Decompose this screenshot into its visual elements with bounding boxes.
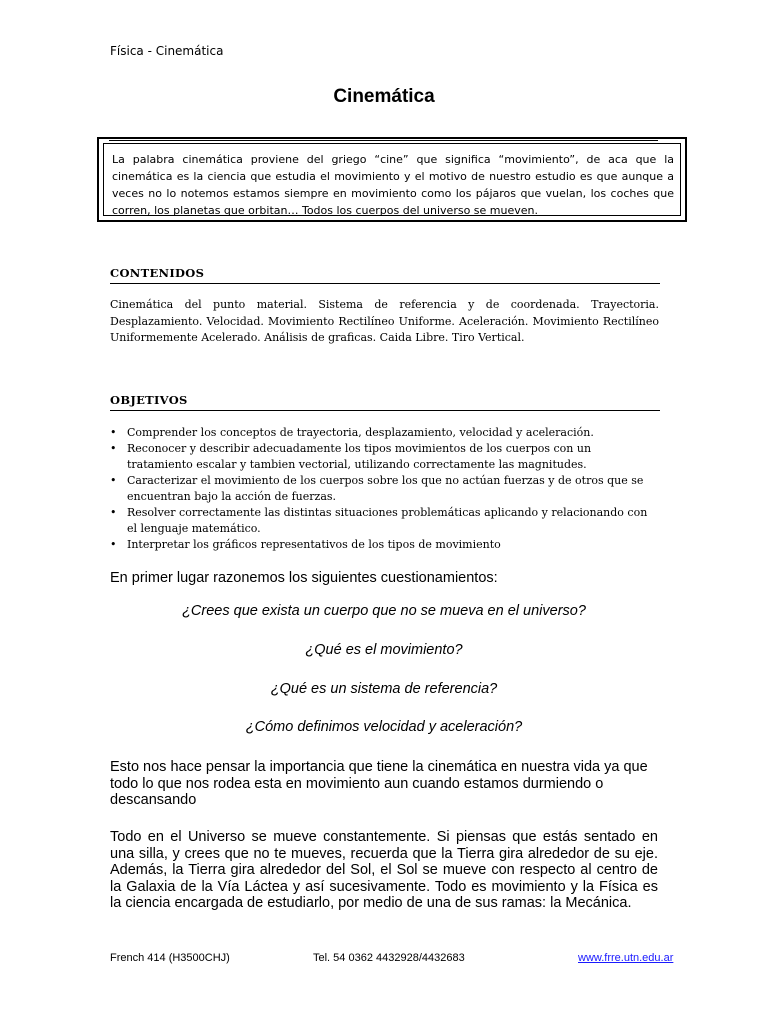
objetivo-item: • Reconocer y describir adecuadamente los tipos movimientos de los cuerpos con un tratamiento escalar y tambien vectorial, utilizando correctamente las magnitudes. xyxy=(110,441,660,473)
contenidos-text: Cinemática del punto material. Sistema de referencia y de coordenada. Trayectoria. Desplazamiento. Velocidad. Movimiento Rectilíneo Uniforme. Aceleración. Movimiento Rectilíneo Uniformemente Acelerado. Análisis de graficas. Caida Libre. Tiro Vertical. xyxy=(110,298,659,344)
objetivo-item: • Comprender los conceptos de trayectoria, desplazamiento, velocidad y aceleración. xyxy=(110,425,660,441)
intro-box-inner xyxy=(103,143,681,216)
intro-box xyxy=(97,137,687,222)
paragraph-universe: Todo en el Universo se mueve constantemente. Si piensas que estás sentado en una silla, y crees que no te mueves, recuerda que la Tierra gira alrededor de su eje. Además, la Tierra gira alrededor del Sol, el Sol se mueve con respecto al centro de la Galaxia de la Vía Láctea y así sucesivamente. Todo es movimiento y la Física es la ciencia encargada de estudiarlo, por medio de una de sus ramas: la Mecánica. xyxy=(110,829,658,911)
question-2: ¿Qué es el movimiento? xyxy=(305,642,463,658)
objetivos-list xyxy=(110,425,660,553)
running-header: Física - Cinemática xyxy=(110,44,224,58)
footer-address: French 414 (H3500CHJ) xyxy=(110,952,230,964)
question-4: ¿Cómo definimos velocidad y aceleración? xyxy=(245,719,523,735)
contenidos-heading: CONTENIDOS xyxy=(110,266,660,284)
question-3: ¿Qué es un sistema de referencia? xyxy=(270,681,498,697)
intro-box-top-rule xyxy=(109,140,658,141)
footer-website-link[interactable]: www.frre.utn.edu.ar xyxy=(578,952,674,964)
lead-in-text: En primer lugar razonemos los siguientes cuestionamientos: xyxy=(110,570,498,586)
objetivo-item: • Interpretar los gráficos representativos de los tipos de movimiento xyxy=(110,537,660,553)
intro-text: La palabra cinemática proviene del griego “cine” que significa “movimiento”, de aca que la cinemática es la ciencia que estudia el movimiento y el motivo de nuestro estudio es que aunque a veces no lo notemos estamos siempre en movimiento como los pájaros que vuelan, los coches que corren, los planetas que orbitan… Todos los cuerpos del universo se mueven. xyxy=(112,153,674,217)
objetivo-item: • Resolver correctamente las distintas situaciones problemáticas aplicando y relacionando con el lenguaje matemático. xyxy=(110,505,660,537)
objetivos-heading: OBJETIVOS xyxy=(110,393,660,411)
question-1: ¿Crees que exista un cuerpo que no se mueva en el universo? xyxy=(182,603,586,619)
objetivo-item: • Caracterizar el movimiento de los cuerpos sobre los que no actúan fuerzas y de otros que se encuentran bajo la acción de fuerzas. xyxy=(110,473,660,505)
paragraph-importance: Esto nos hace pensar la importancia que tiene la cinemática en nuestra vida ya que todo lo que nos rodea esta en movimiento aun cuando estamos durmiendo o descansando xyxy=(110,759,648,808)
page-title: Cinemática xyxy=(333,86,435,107)
footer-phone: Tel. 54 0362 4432928/4432683 xyxy=(313,952,465,964)
